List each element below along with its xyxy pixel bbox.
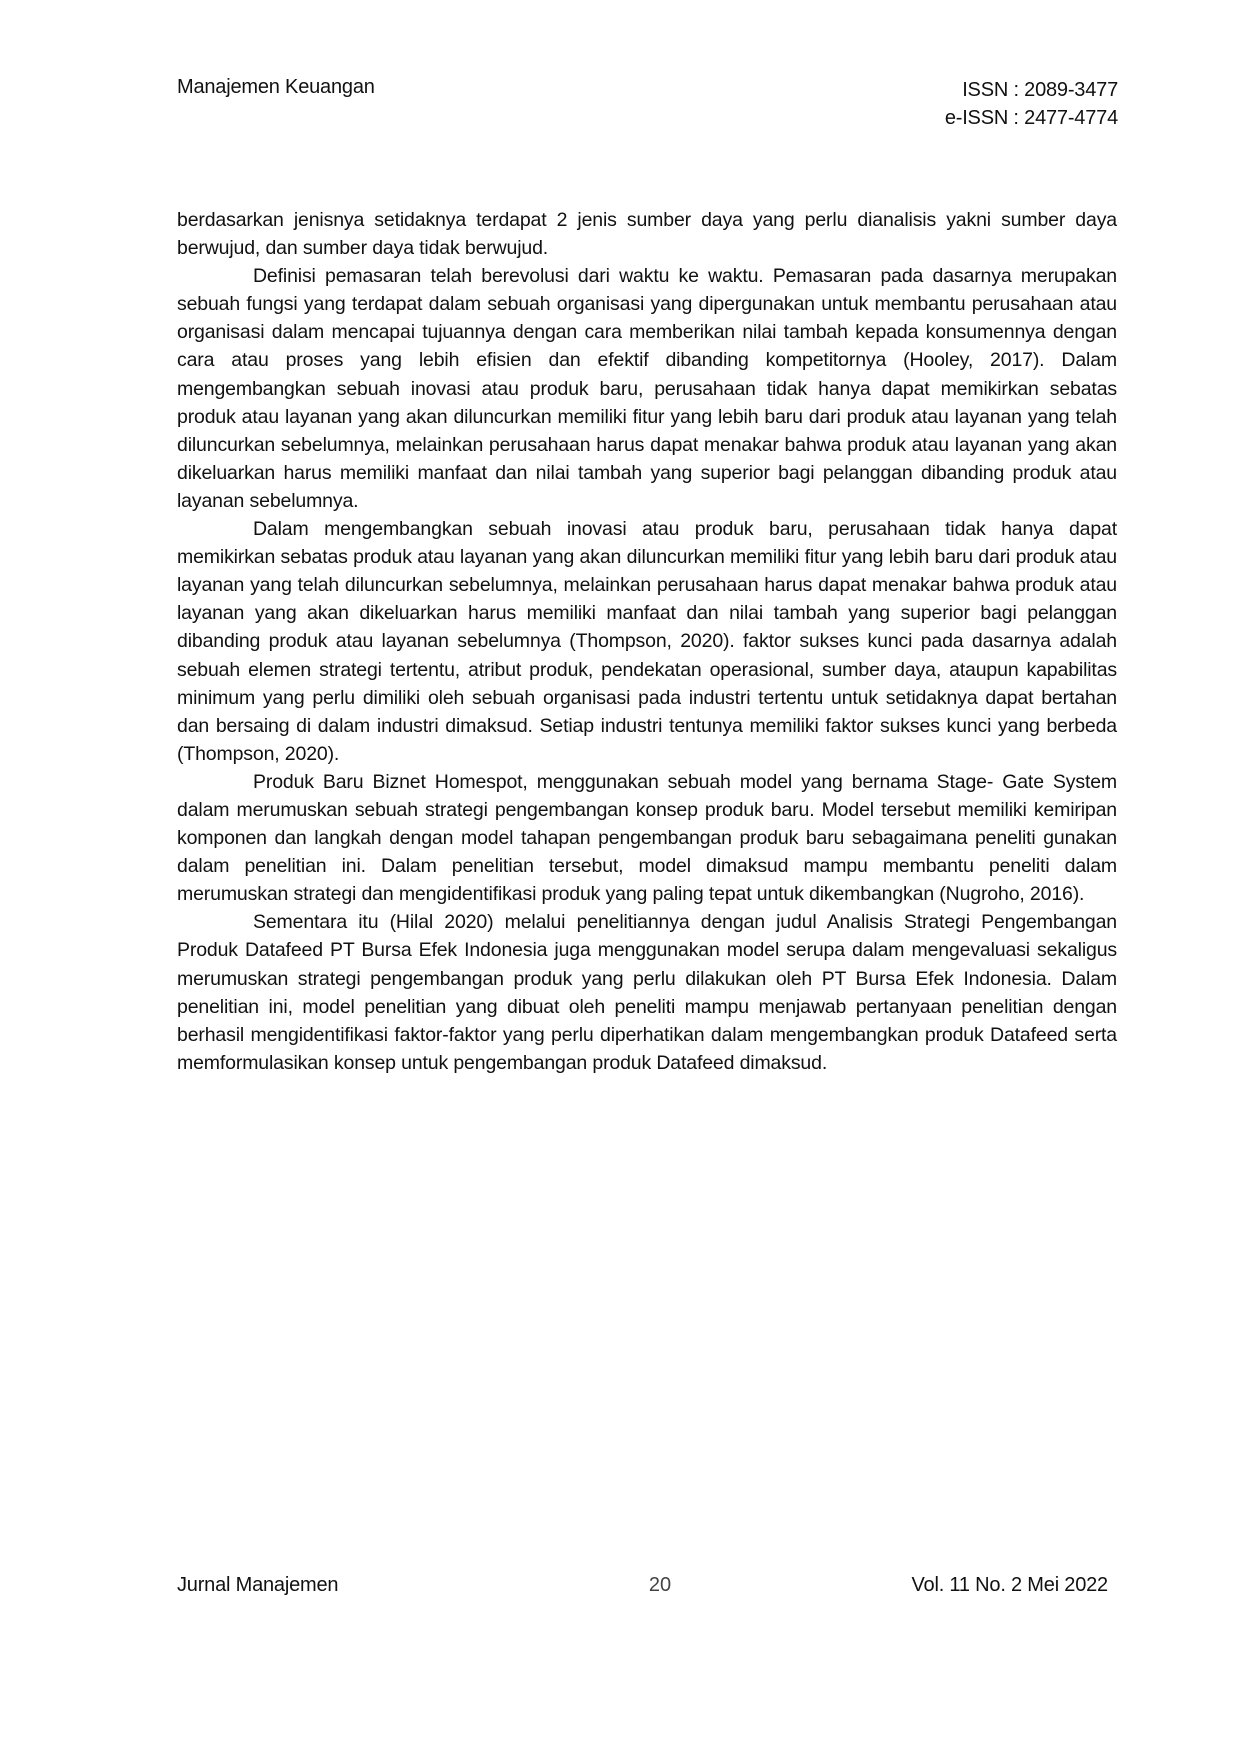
- issn-label: ISSN : 2089-3477: [962, 79, 1118, 101]
- paragraph-marketing-definition: Definisi pemasaran telah berevolusi dari waktu ke waktu. Pemasaran pada dasarnya merupakan sebuah fungsi yang terdapat dalam sebuah organisasi yang dipergunakan untuk membantu perusahaan atau organisasi dalam mencapai tujuannya dengan cara memberikan nilai tambah kepada konsumennya dengan cara atau proses yang lebih efisien dan efektif dibanding kompetitornya (Hooley, 2017). Dalam mengembangkan sebuah inovasi atau produk baru, perusahaan tidak hanya dapat memikirkan sebatas produk atau layanan yang akan diluncurkan memiliki fitur yang lebih baru dari produk atau layanan yang telah diluncurkan sebelumnya, melainkan perusahaan harus dapat menakar bahwa produk atau layanan yang akan dikeluarkan harus memiliki manfaat dan nilai tambah yang superior bagi pelanggan dibanding produk atau layanan sebelumnya.: [177, 265, 1117, 512]
- footer-volume-info: Vol. 11 No. 2 Mei 2022: [911, 1574, 1108, 1596]
- running-header-issn-block: [945, 76, 1118, 132]
- paragraph-biznet-homespot: Produk Baru Biznet Homespot, menggunakan sebuah model yang bernama Stage- Gate System dalam merumuskan sebuah strategi pengembangan konsep produk baru. Model tersebut memiliki kemiripan komponen dan langkah dengan model tahapan pengembangan produk baru sebagaimana peneliti gunakan dalam penelitian ini. Dalam penelitian tersebut, model dimaksud mampu membantu peneliti dalam merumuskan strategi dan mengidentifikasi produk yang paling tepat untuk dikembangkan (Nugroho, 2016).: [177, 770, 1117, 906]
- article-body: [177, 206, 1117, 1077]
- footer-journal-name: Jurnal Manajemen: [177, 1574, 339, 1596]
- running-header-section: Manajemen Keuangan: [177, 76, 375, 98]
- paragraph-datafeed-study: Sementara itu (Hilal 2020) melalui penelitiannya dengan judul Analisis Strategi Pengembangan Produk Datafeed PT Bursa Efek Indonesia juga menggunakan model serupa dalam mengevaluasi sekaligus merumuskan strategi pengembangan produk yang perlu dilakukan oleh PT Bursa Efek Indonesia. Dalam penelitian ini, model penelitian yang dibuat oleh peneliti mampu menjawab pertanyaan penelitian dengan berhasil mengidentifikasi faktor-faktor yang perlu diperhatikan dalam mengembangkan produk Datafeed serta memformulasikan konsep untuk pengembangan produk Datafeed dimaksud.: [177, 911, 1117, 1074]
- page-number: 20: [648, 1574, 672, 1596]
- paragraph-key-success-factors: Dalam mengembangkan sebuah inovasi atau produk baru, perusahaan tidak hanya dapat memikirkan sebatas produk atau layanan yang akan diluncurkan memiliki fitur yang lebih baru dari produk atau layanan yang telah diluncurkan sebelumnya, melainkan perusahaan harus dapat menakar bahwa produk atau layanan yang akan dikeluarkan harus memiliki manfaat dan nilai tambah yang superior bagi pelanggan dibanding produk atau layanan sebelumnya (Thompson, 2020). faktor sukses kunci pada dasarnya adalah sebuah elemen strategi tertentu, atribut produk, pendekatan operasional, sumber daya, ataupun kapabilitas minimum yang perlu dimiliki oleh sebuah organisasi pada industri tertentu untuk setidaknya dapat bertahan dan bersaing di dalam industri dimaksud. Setiap industri tentunya memiliki faktor sukses kunci yang berbeda (Thompson, 2020).: [177, 518, 1117, 765]
- eissn-label: e-ISSN : 2477-4774: [944, 107, 1118, 129]
- paragraph-continuation: berdasarkan jenisnya setidaknya terdapat 2 jenis sumber daya yang perlu dianalisis yakni sumber daya berwujud, dan sumber daya tidak berwujud.: [177, 209, 1117, 260]
